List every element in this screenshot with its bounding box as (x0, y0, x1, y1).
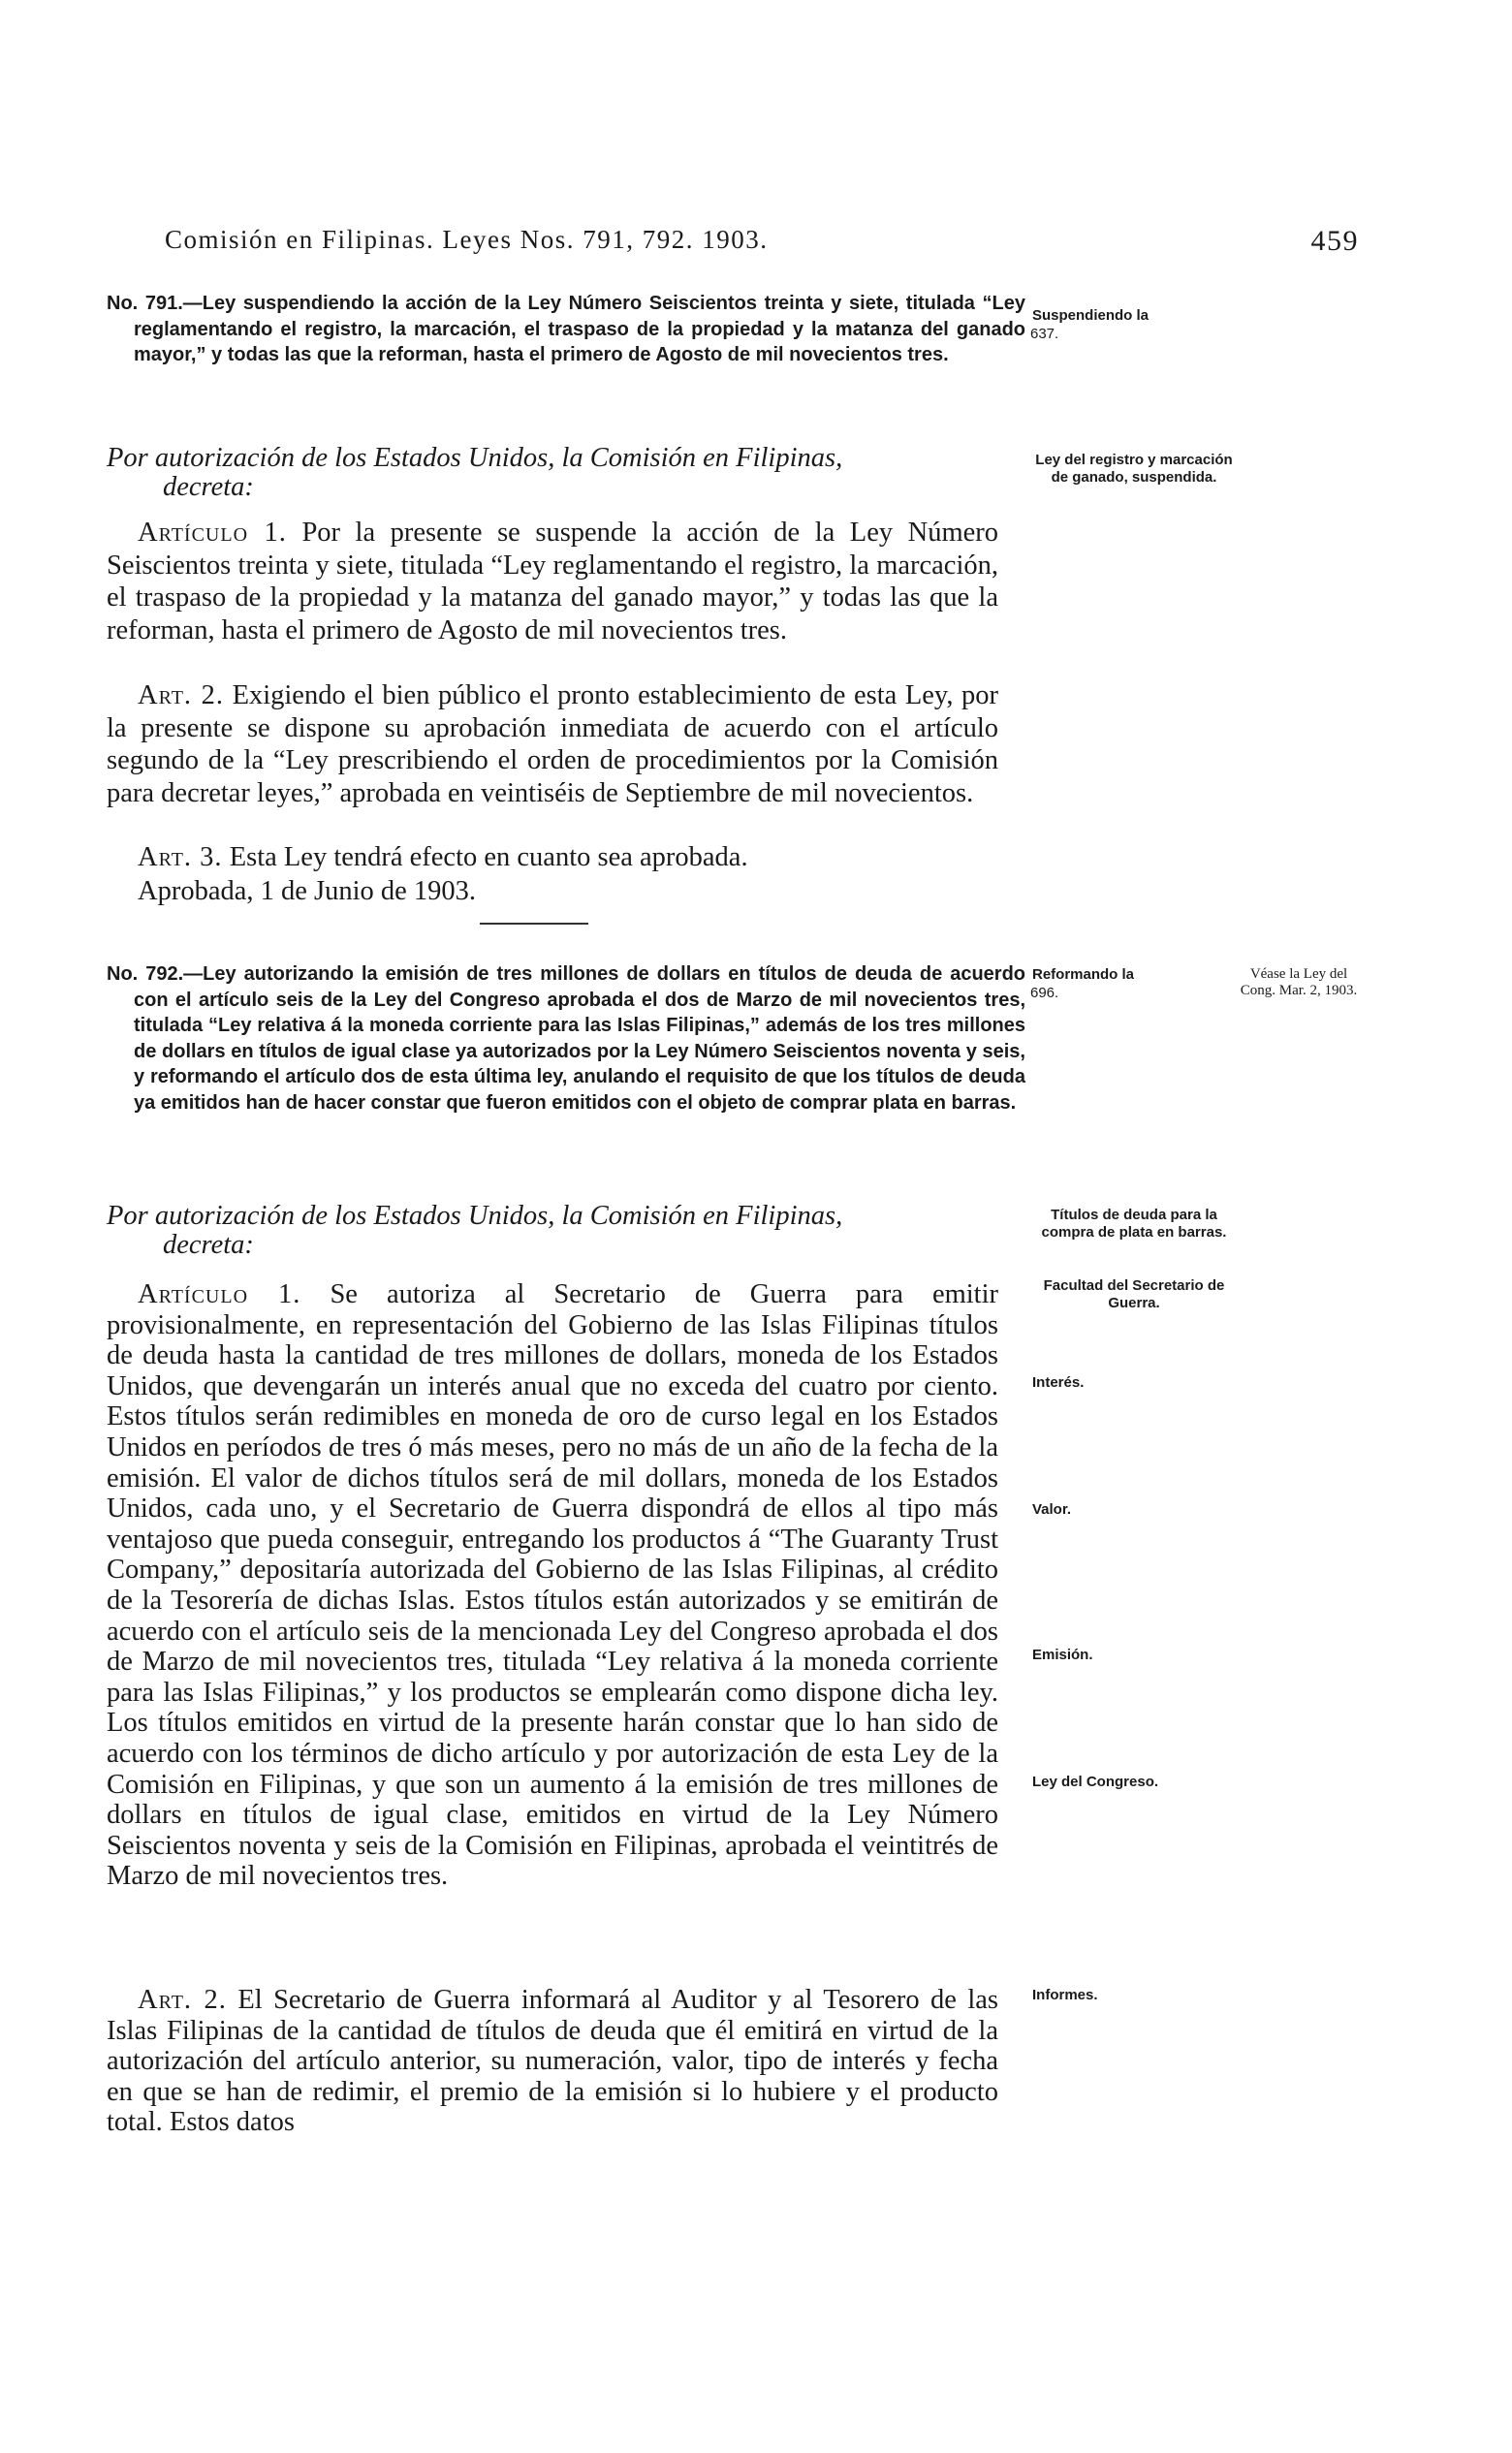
margin-note-ref-637: 637. (1030, 326, 1059, 342)
article-label: Artículo 1. (138, 518, 287, 548)
article-text: Exigiendo el bien público el pronto establecimiento de esta Ley, por la presente se dispone su aprobación inmediata de acuerdo con el artículo segundo de la “Ley prescribiendo el orden de procedimientos por la Comisión para decretar leyes,” aprobada en veintiséis de Septiembre de mil novecientos. (107, 680, 999, 808)
margin-note-ref-696: 696. (1030, 985, 1059, 1001)
article-text: Esta Ley tendrá efecto en cuanto sea aprobada. (229, 842, 748, 872)
margin-note-faculty: Facultad del Secretario de Guerra. (1043, 1277, 1225, 1311)
authority-line: Por autorización de los Estados Unidos, la Comisión en Filipinas, (107, 1201, 843, 1231)
margin-note-issue: Emisión. (1032, 1647, 1093, 1663)
article-text: El Secretario de Guerra informará al Auditor y al Tesorero de las Islas Filipinas de la cantidad de títulos de deuda que él emitirá en virtud de la autorización del artículo anterior, su numeración, valor, tipo de interés y fecha en que se han de redimir, el premio de la emisión si lo hubiere y el producto total. Estos datos (107, 1985, 999, 2138)
law-792-heading: No. 792.—Ley autorizando la emisión de tres millones de dollars en títulos de deuda de acuerdo con el artículo seis de la Ley del Congreso aprobada el dos de Marzo de mil novecientos tres, titulada “Ley relativa á la moneda corriente para las Islas Filipinas,” además de los tres millones de dollars en títulos de igual clase ya autorizados por la Ley Número Seiscientos noventa y seis, y reformando el artículo dos de esta última ley, anulando el requisito de que los títulos de deuda ya emitidos han de hacer constar que fueron emitidos con el objeto de comprar plata en barras. (107, 963, 1025, 1114)
article-label: Art. 2. (138, 1985, 227, 2015)
law-792-article-2 (107, 1985, 998, 2138)
article-label: Art. 2. (138, 680, 224, 710)
law-791-approval: Aprobada, 1 de Junio de 1903. (138, 876, 477, 906)
margin-note-see-also: Véase la Ley del Cong. Mar. 2, 1903. (1240, 966, 1358, 998)
decreta-line: decreta: (163, 1230, 254, 1260)
law-791-article-2 (107, 679, 998, 809)
decreta-line: decreta: (163, 472, 254, 502)
margin-note-suspending: Suspendiendo la (1032, 307, 1150, 324)
margin-note-interest: Interés. (1032, 1374, 1085, 1391)
margin-note-bonds: Títulos de deuda para la compra de plata en barras. (1041, 1207, 1227, 1241)
margin-note-reports: Informes. (1032, 1987, 1098, 2003)
law-791-authority (107, 444, 998, 502)
law-791-article-3 (107, 841, 998, 874)
law-791-article-1 (107, 517, 998, 646)
page-number: 459 (1310, 225, 1359, 257)
article-text: Por la presente se suspende la acción de la Ley Número Seiscientos treinta y siete, titulada “Ley reglamentando el registro, la marcación, el traspaso de la propiedad y la matanza del ganado mayor,” y todas las que la reforman, hasta el primero de Agosto de mil novecientos tres. (107, 518, 999, 645)
article-label: Artículo 1. (138, 1279, 301, 1309)
authority-line: Por autorización de los Estados Unidos, la Comisión en Filipinas, (107, 443, 843, 473)
margin-note-value: Valor. (1032, 1501, 1072, 1518)
law-792-authority (107, 1202, 998, 1260)
running-title: Comisión en Filipinas. Leyes Nos. 791, 792. 1903. (165, 225, 769, 254)
margin-note-law-suspended: Ley del registro y marcación de ganado, suspendida. (1035, 452, 1233, 486)
article-label: Art. 3. (138, 842, 223, 872)
margin-note-amending: Reformando la (1032, 966, 1135, 983)
article-text: Se autoriza al Secretario de Guerra para emitir provisionalmente, en representación del Gobierno de las Islas Filipinas títulos de deuda hasta la cantidad de tres millones de dollars, moneda de los Estados Unidos, que devengarán un interés anual que no exceda del cuatro por ciento. Estos títulos serán redimibles en moneda de oro de curso legal en los Estados Unidos en períodos de tres ó más meses, pero no más de un año de la fecha de la emisión. El valor de dichos títulos será de mil dollars, moneda de los Estados Unidos, cada uno, y el Secretario de Guerra dispondrá de ellos al tipo más ventajoso que pueda conseguir, entregando los productos á “The Guaranty Trust Company,” depositaría autorizada del Gobierno de las Islas Filipinas, al crédito de la Tesorería de dichas Islas. Estos títulos están autorizados y se emitirán de acuerdo con el artículo seis de la mencionada Ley del Congreso aprobada el dos de Marzo de mil novecientos tres, titulada “Ley relativa á la moneda corriente para las Islas Filipinas,” y los productos se emplearán como dispone dicha ley. Los títulos emitidos en virtud de la presente harán constar que lo han sido de acuerdo con los términos de dicho artículo y por autorización de esta Ley de la Comisión en Filipinas, y que son un aumento á la emisión de tres millones de dollars en títulos de igual clase, emitidos en virtud de la Ley Número Seiscientos noventa y seis de la Comisión en Filipinas, aprobada el veintitrés de Marzo de mil novecientos tres. (107, 1279, 999, 1892)
law-792-article-1 (107, 1279, 998, 1892)
running-header (165, 225, 1359, 264)
margin-note-congress-law: Ley del Congreso. (1032, 1774, 1159, 1790)
law-791-heading: No. 791.—Ley suspendiendo la acción de la Ley Número Seiscientos treinta y siete, titulada “Ley reglamentando el registro, la marcación, el traspaso de la propiedad y la matanza del ganado mayor,” y todas las que la reforman, hasta el primero de Agosto de mil novecientos tres. (107, 293, 1025, 366)
section-divider (480, 923, 588, 925)
